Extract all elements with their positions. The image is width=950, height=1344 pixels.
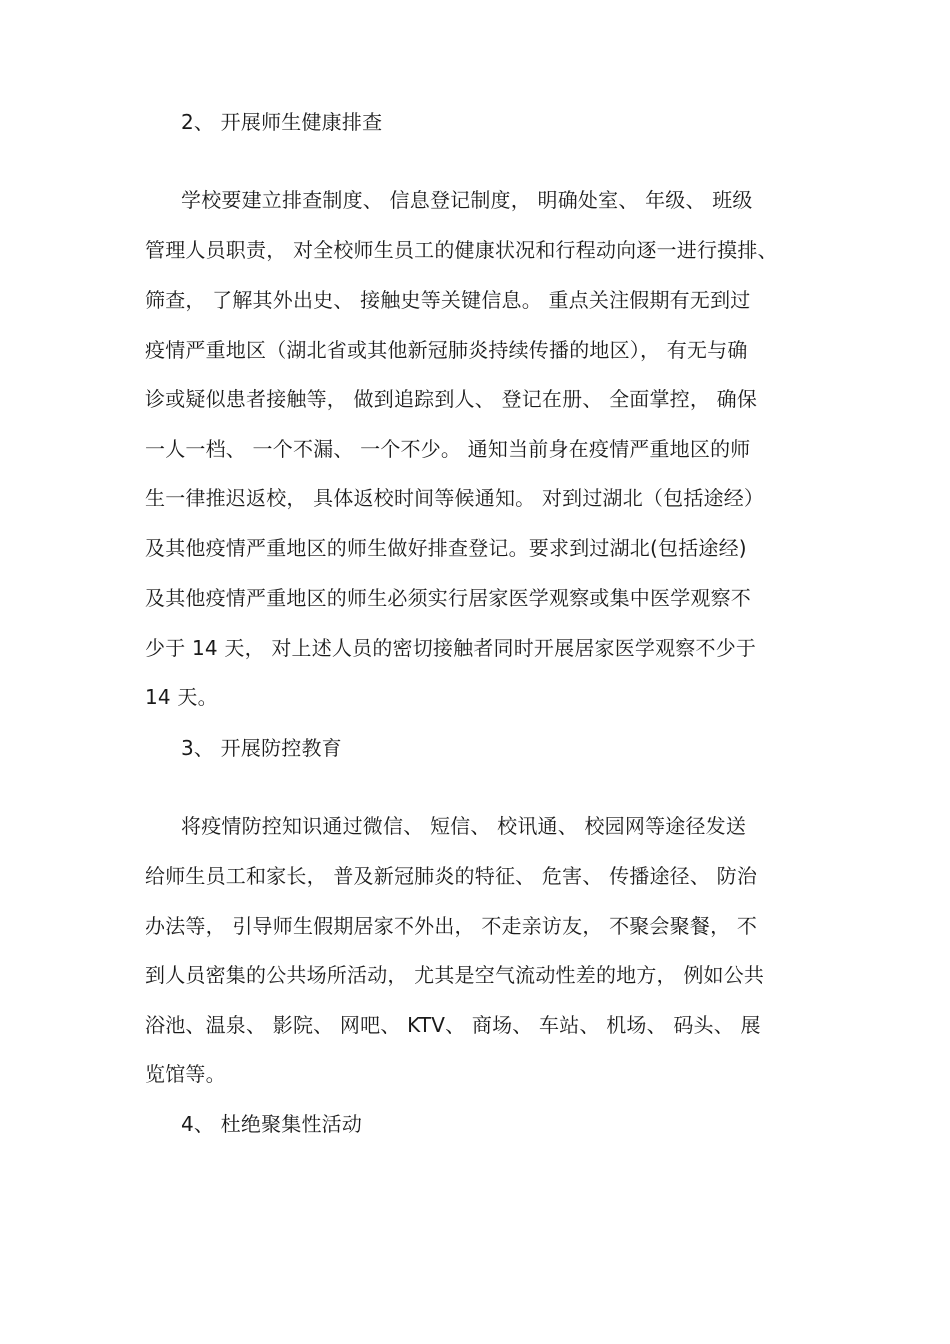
- paragraph-line: 14 天。: [145, 685, 218, 709]
- paragraph-line: 疫情严重地区（湖北省或其他新冠肺炎持续传播的地区）， 有无与确: [145, 338, 748, 362]
- paragraph-line: 诊或疑似患者接触等， 做到追踪到人、 登记在册、 全面掌控， 确保: [145, 387, 758, 411]
- paragraph-line: 及其他疫情严重地区的师生必须实行居家医学观察或集中医学观察不: [145, 586, 751, 610]
- paragraph-line: 给师生员工和家长， 普及新冠肺炎的特征、 危害、 传播途径、 防治: [145, 864, 758, 888]
- paragraph-line: 生一律推迟返校， 具体返校时间等候通知。 对到过湖北（包括途经）: [145, 486, 765, 510]
- section-heading-4: 4、 杜绝聚集性活动: [181, 1112, 363, 1136]
- paragraph-line: 一人一档、 一个不漏、 一个不少。 通知当前身在疫情严重地区的师: [145, 437, 751, 461]
- paragraph-line: 到人员密集的公共场所活动， 尤其是空气流动性差的地方， 例如公共: [145, 963, 765, 987]
- section-heading-3: 3、 开展防控教育: [181, 736, 342, 760]
- section-heading-2: 2、 开展师生健康排查: [181, 110, 383, 134]
- paragraph-line: 浴池、温泉、 影院、 网吧、 KTV、 商场、 车站、 机场、 码头、 展: [145, 1013, 761, 1037]
- paragraph-line: 学校要建立排查制度、 信息登记制度， 明确处室、 年级、 班级: [181, 188, 753, 212]
- paragraph-line: 少于 14 天， 对上述人员的密切接触者同时开展居家医学观察不少于: [145, 636, 757, 660]
- paragraph-line: 筛查， 了解其外出史、 接触史等关键信息。 重点关注假期有无到过: [145, 288, 751, 312]
- paragraph-line: 将疫情防控知识通过微信、 短信、 校讯通、 校园网等途径发送: [181, 814, 747, 838]
- paragraph-line: 览馆等。: [145, 1062, 226, 1086]
- paragraph-line: 管理人员职责， 对全校师生员工的健康状况和行程动向逐一进行摸排、: [145, 238, 778, 262]
- paragraph-line: 办法等， 引导师生假期居家不外出， 不走亲访友， 不聚会聚餐， 不: [145, 914, 758, 938]
- paragraph-line: 及其他疫情严重地区的师生做好排查登记。要求到过湖北(包括途经): [145, 536, 747, 560]
